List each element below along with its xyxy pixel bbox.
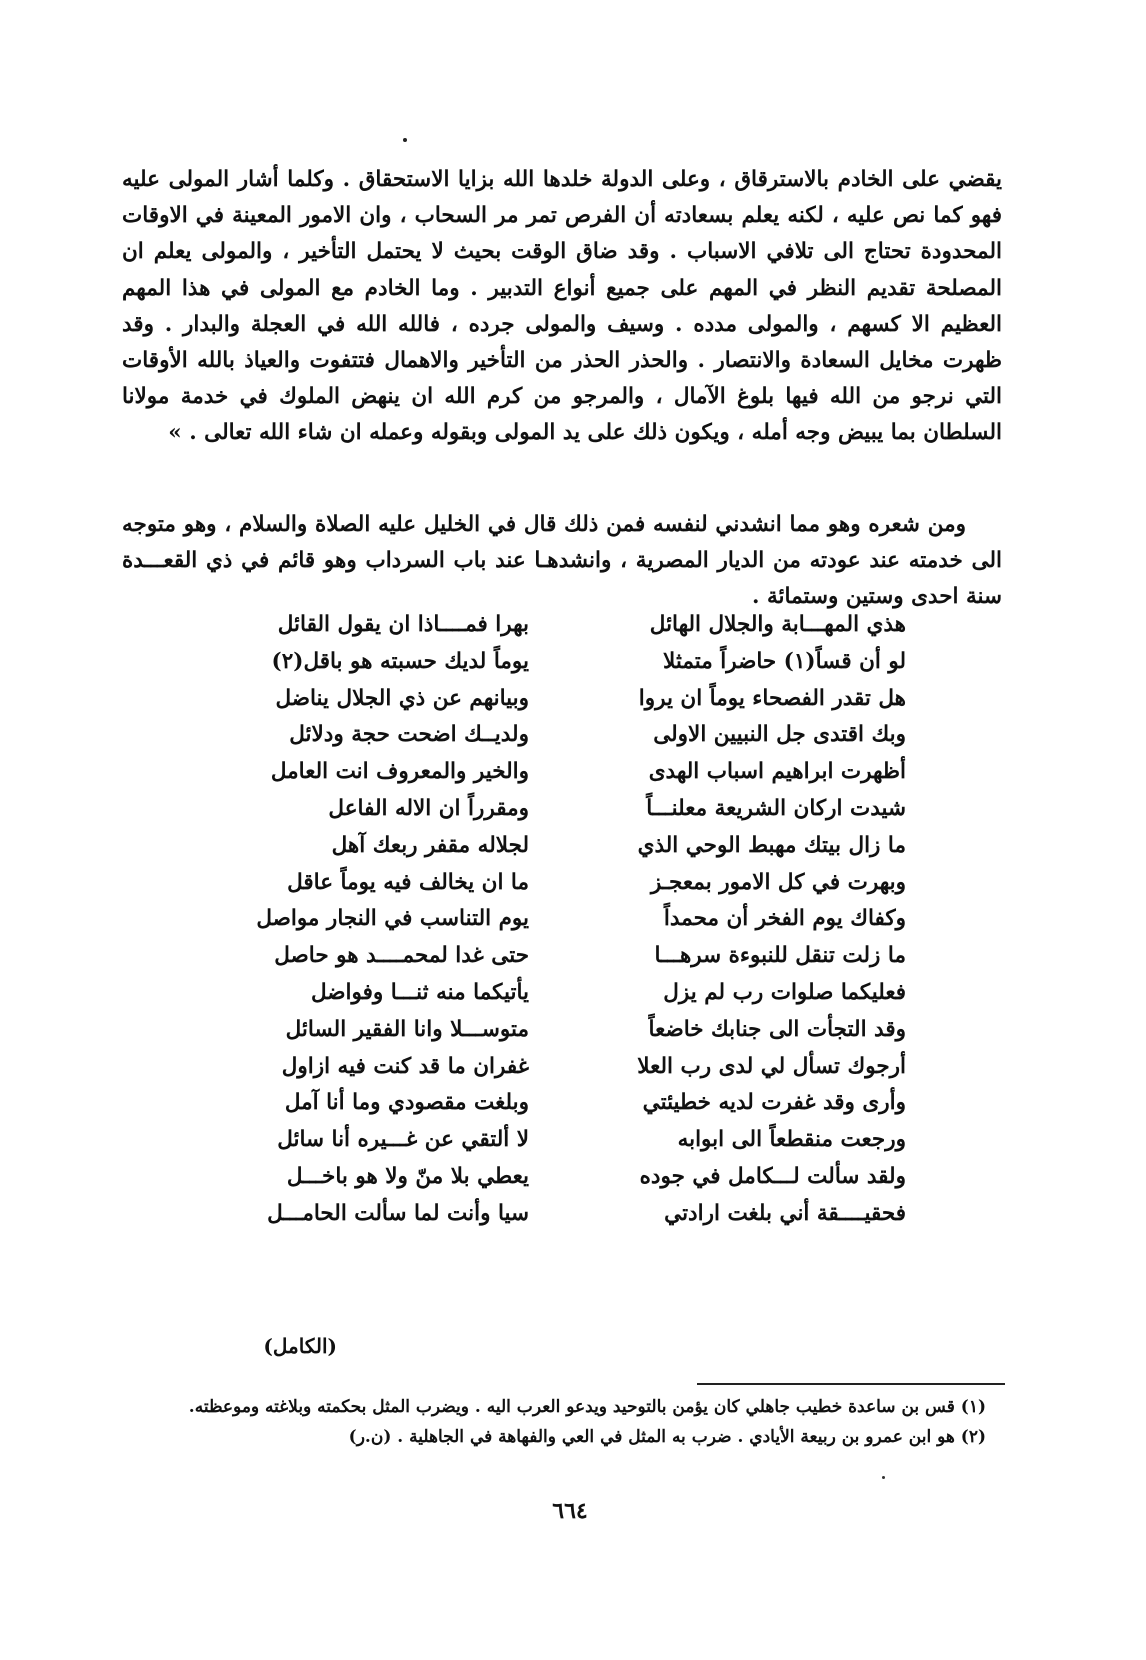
footnote-2: (٢) هو ابن عمرو بن ربيعة الأيادي . ضرب به المثل في العي والفهاهة في الجاهلية . (ن.ر): [348, 1427, 986, 1447]
verse-second-hemistich: لا ألتقي عن غـــيره أنا سائل: [277, 1127, 529, 1153]
verse-second-hemistich: ولديــك اضحت حجة ودلائل: [289, 722, 529, 748]
body-paragraph-2: [122, 507, 1002, 616]
verse-first-hemistich: وقد التجأت الى جنابك خاضعاً: [648, 1016, 906, 1042]
verse-second-hemistich: يوماً لديك حسبته هو باقل(٢): [271, 648, 529, 674]
paragraph-text: يقضي على الخادم بالاسترقاق ، وعلى الدولة خلدها الله بزايا الاستحقاق . وكلما أشار المولى عليه فهو كما نص عليه ، لكنه يعلم بسعادته أن الفرص تمر مر السحاب ، وان الامور المعينة في الاوقات المحدودة تحتاج الى تلافي الاسباب . وقد ضاق الوقت بحيث لا يحتمل التأخير ، والمولى يعلم ان المصلحة تقديم النظر في المهم على جميع أنواع التدبير . وما الخادم مع المولى في هذا المهم العظيم الا كسهم ، والمولى مدده . وسيف والمولى جرده ، فالله الله في العجلة والبدار . وقد ظهرت مخايل السعادة والانتصار . والحذر الحذر من التأخير والاهمال فتتفوت والعياذ بالله الأوقات التي نرجو من الله فيها بلوغ الآمال ، والمرجو من كرم الله ان ينهض الملوك في خدمة مولانا السلطان بما يبيض وجه أمله ، ويكون ذلك على يد المولى وبقوله وعمله ان شاء الله تعالى . »: [122, 167, 1002, 446]
body-paragraph-1: [122, 162, 1002, 452]
verse-second-hemistich: سيا وأنت لما سألت الحامـــل: [267, 1200, 529, 1226]
verse-first-hemistich: هل تقدر الفصحاء يوماً ان يروا: [638, 685, 906, 711]
verse-first-hemistich: شيدت اركان الشريعة معلنـــاً: [646, 796, 906, 821]
verse-second-hemistich: ومقرراً ان الاله الفاعل: [328, 796, 529, 821]
verse-second-hemistich: يوم التناسب في النجار مواصل: [256, 906, 529, 932]
verse-second-hemistich: وبيانهم عن ذي الجلال يناضل: [275, 685, 529, 711]
verse-first-hemistich: فحقيــــقة أني بلغت ارادتي: [664, 1200, 906, 1226]
verse-second-hemistich: يأتيكما منه ثنـــا وفواضل: [310, 980, 529, 1005]
poem-meter: (الكامل): [263, 1334, 337, 1358]
verse-first-hemistich: وأرى وقد غفرت لديه خطيئتي: [642, 1090, 906, 1116]
verse-second-hemistich: غفران ما قد كنت فيه ازاول: [281, 1053, 529, 1079]
stray-mark: [882, 1476, 885, 1479]
verse-first-hemistich: ما زال بيتك مهبط الوحي الذي: [637, 832, 906, 858]
verse-first-hemistich: ما زلت تنقل للنبوءة سرهـــا: [654, 943, 906, 969]
verse-first-hemistich: لو أن قساً(١) حاضراً متمثلا: [663, 648, 906, 674]
stray-mark: [403, 138, 407, 142]
verse-second-hemistich: متوســـلا وانا الفقير السائل: [285, 1016, 529, 1042]
verse-second-hemistich: ما ان يخالف فيه يوماً عاقل: [287, 869, 529, 895]
verse-second-hemistich: وبلغت مقصودي وما أنا آمل: [284, 1090, 529, 1116]
footnote-1: (١) قس بن ساعدة خطيب جاهلي كان يؤمن بالتوحيد ويدعو العرب اليه . ويضرب المثل بحكمته وبلاغته وموعظته.: [188, 1397, 986, 1417]
verse-first-hemistich: هذي المهـــابة والجلال الهائل: [649, 612, 906, 637]
verse-first-hemistich: فعليكما صلوات رب لم يزل: [663, 980, 906, 1005]
verse-first-hemistich: وبك اقتدى جل النبيين الاولى: [653, 722, 906, 748]
paragraph-text: ومن شعره وهو مما انشدني لنفسه فمن ذلك قال في الخليل عليه الصلاة والسلام ، وهو متوجه الى خدمته عند عودته من الديار المصرية ، وانشدهـا عند باب السرداب وهو قائم في ذي القعـــدة سنة احدى وستين وستمائة .: [122, 512, 1002, 610]
verse-first-hemistich: ولقد سألت لـــكامل في جوده: [639, 1164, 906, 1189]
footnote-divider: [697, 1383, 1005, 1385]
footnotes: [126, 1392, 986, 1452]
verse-first-hemistich: أرجوك تسأل لي لدى رب العلا: [637, 1053, 906, 1079]
verse-second-hemistich: يعطي بلا منّ ولا هو باخـــل: [286, 1164, 529, 1189]
verse-first-hemistich: أظهرت ابراهيم اسباب الهدى: [648, 759, 906, 785]
verse-second-hemistich: والخير والمعروف انت العامل: [270, 759, 529, 785]
page-number: ٦٦٤: [552, 1498, 588, 1524]
verse-first-hemistich: وكفاك يوم الفخر أن محمداً: [663, 906, 906, 932]
verse-second-hemistich: بهرا فمــــاذا ان يقول القائل: [277, 612, 529, 637]
verse-second-hemistich: لجلاله مقفر ربعك آهل: [331, 832, 529, 858]
verse-second-hemistich: حتى غدا لمحمــــد هو حاصل: [274, 943, 529, 969]
verse-first-hemistich: وبهرت في كل الامور بمعجـز: [650, 869, 906, 895]
verse-first-hemistich: ورجعت منقطعاً الى ابوابه: [677, 1127, 906, 1153]
